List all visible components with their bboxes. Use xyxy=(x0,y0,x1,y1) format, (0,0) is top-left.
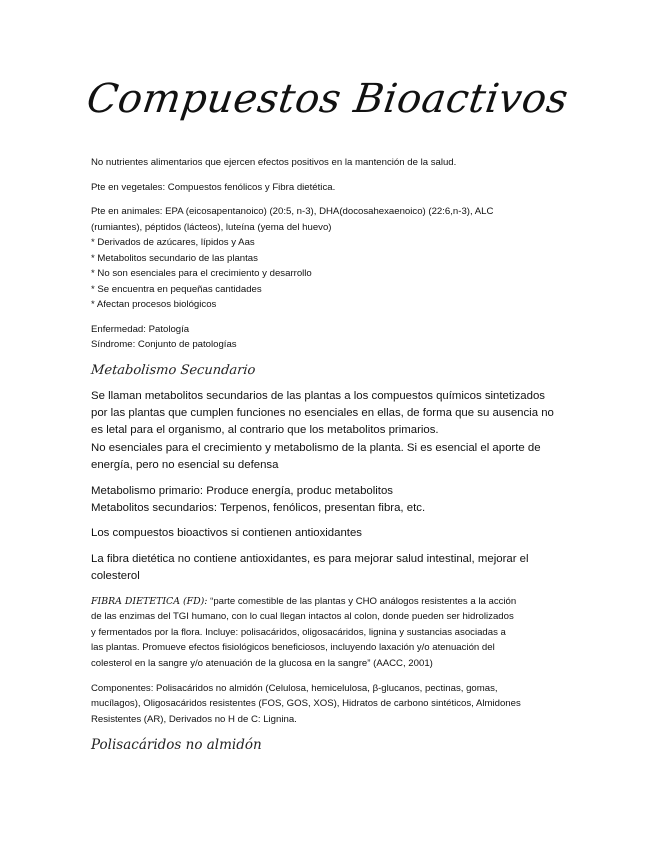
primario-line: Metabolismo primario: Produce energía, produc metabolitos xyxy=(91,484,394,497)
bullet-item: * Derivados de azúcares, lípidos y Aas xyxy=(91,237,255,248)
animales-paragraph xyxy=(91,204,569,313)
bullet-item: * Se encuentra en pequeñas cantidades xyxy=(91,283,262,295)
metabolitos-line: Se llaman metabolitos secundarios de las plantas a los compuestos químicos sintetizados xyxy=(91,389,545,402)
bullet-item: * No son esenciales para el crecimiento y desarrollo xyxy=(91,268,312,279)
fibra-line-first xyxy=(91,594,569,610)
intro-paragraph xyxy=(91,155,569,171)
componentes-line: Resistentes (AR), Derivados no H de C: Lignina. xyxy=(91,713,297,725)
primario-paragraph xyxy=(91,483,569,518)
vegetales-text: Pte en vegetales: Compuestos fenólicos y Fibra dietética. xyxy=(91,181,336,193)
fibra-antiox-line: La fibra dietética no contiene antioxidantes, es para mejorar salud intestinal, mejorar el xyxy=(91,552,529,565)
enfermedad-paragraph xyxy=(91,322,569,353)
fibra-definition-paragraph xyxy=(91,594,569,672)
page-title: Compuestos Bioactivos xyxy=(83,76,572,122)
metabolitos-line: No esenciales para el crecimiento y metabolismo de la planta. Si es esencial el aporte de xyxy=(91,441,541,454)
componentes-line: Componentes: Polisacáridos no almidón (Celulosa, hemicelulosa, β-glucanos, pectinas, gomas, xyxy=(91,682,498,694)
bullet-item: * Metabolitos secundario de las plantas xyxy=(91,252,258,264)
metabolitos-line: es letal para el organismo, al contrario que los metabolitos primarios. xyxy=(91,424,439,437)
fibra-line: colesterol en la sangre y/o atenuación de la glucosa en la sangre” (AACC, 2001) xyxy=(91,657,433,669)
intro-text: No nutrientes alimentarios que ejercen efectos positivos en la mantención de la salud. xyxy=(91,157,457,168)
enfermedad-line-1: Enfermedad: Patología xyxy=(91,323,190,335)
document-content xyxy=(91,155,569,762)
metabolitos-line: energía, pero no esencial su defensa xyxy=(91,459,279,472)
animales-line-2: (rumiantes), péptidos (lácteos), luteína (yema del huevo) xyxy=(91,221,332,233)
vegetales-paragraph xyxy=(91,180,569,196)
heading-metabolismo-secundario: Metabolismo Secundario xyxy=(90,362,257,378)
fibra-label: FIBRA DIETETICA (FD): xyxy=(91,595,208,607)
enfermedad-line-2: Síndrome: Conjunto de patologías xyxy=(91,339,237,350)
fibra-antiox-line: colesterol xyxy=(91,570,140,583)
componentes-line: mucílagos), Oligosacáridos resistentes (FOS, GOS, XOS), Hidratos de carbono sintéticos, Almidones xyxy=(91,698,521,710)
antioxidantes-text: Los compuestos bioactivos si contienen antioxidantes xyxy=(91,527,363,540)
componentes-paragraph xyxy=(91,681,569,728)
antioxidantes-paragraph xyxy=(91,525,569,542)
fibra-line: de las enzimas del TGI humano, con lo cual llegan intactos al colon, donde pueden ser hidrolizados xyxy=(91,611,514,623)
animales-line-1: Pte en animales: EPA (eicosapentanoico) (20:5, n-3), DHA(docosahexaenoico) (22:6,n-3), ALC xyxy=(91,206,494,217)
metabolitos-paragraph xyxy=(91,388,569,475)
heading-polisacaridos: Polisacáridos no almidón xyxy=(91,737,262,754)
metabolitos-line: por las plantas que cumplen funciones no esenciales en ellas, de forma que su ausencia no xyxy=(91,406,554,419)
fibra-antiox-paragraph xyxy=(91,551,569,586)
bullet-item: * Afectan procesos biológicos xyxy=(91,299,217,310)
fibra-line: y fermentados por la flora. Incluye: polisacáridos, oligosacáridos, lignina y sustancias asociadas a xyxy=(91,626,506,638)
primario-line: Metabolitos secundarios: Terpenos, fenólicos, presentan fibra, etc. xyxy=(91,501,426,514)
fibra-line-1-text: “parte comestible de las plantas y CHO análogos resistentes a la acción xyxy=(207,595,517,607)
fibra-line: las plantas. Promueve efectos fisiológicos beneficiosos, incluyendo laxación y/o atenuación del xyxy=(91,642,495,654)
